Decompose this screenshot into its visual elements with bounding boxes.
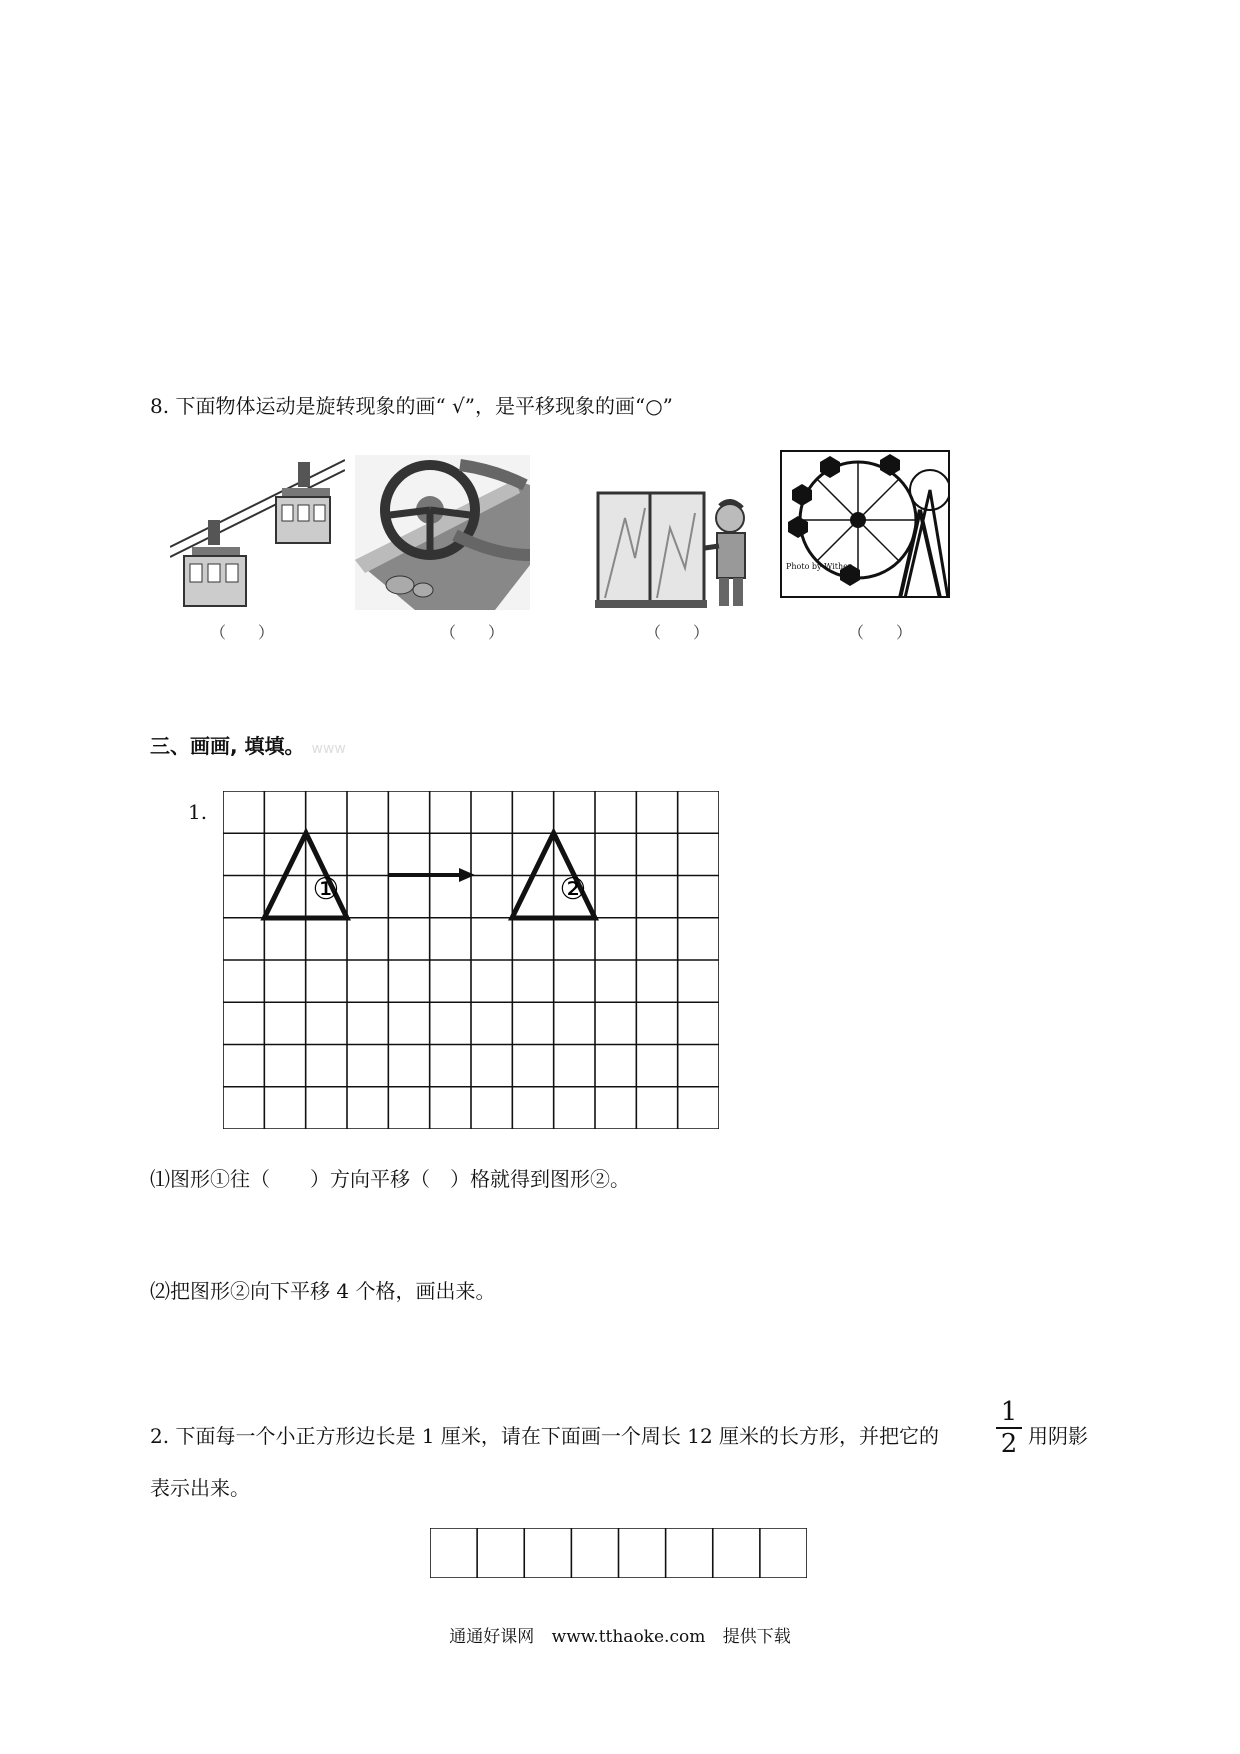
square-grid-row[interactable]: [430, 1528, 807, 1578]
footer-url[interactable]: www.tthaoke.com: [551, 1627, 706, 1647]
question-8-text: 8. 下面物体运动是旋转现象的画“ √”，是平移现象的画“○”: [150, 394, 673, 418]
watermark-text: www: [311, 741, 346, 757]
cable-car-image: [170, 452, 345, 612]
answer-paren-1[interactable]: （ ）: [210, 623, 275, 642]
question-2-text-line2: 表示出来。: [150, 1476, 250, 1500]
fraction-one-half: [996, 1398, 1022, 1458]
question-1-number: 1.: [188, 800, 208, 824]
answer-paren-3[interactable]: （ ）: [645, 623, 710, 642]
sub-question-1: ⑴图形①往（ ）方向平移（ ）格就得到图形②。: [150, 1167, 630, 1191]
answer-paren-2[interactable]: （ ）: [440, 623, 505, 642]
shape-1-label: ①: [312, 872, 340, 907]
ferris-wheel-image: [780, 450, 950, 598]
shape-2-label: ②: [559, 872, 587, 907]
question-2-text: 2. 下面每一个小正方形边长是 1 厘米，请在下面画一个周长 12 厘米的长方形，并把它的: [150, 1424, 940, 1448]
grid-lines: [430, 1528, 807, 1578]
fraction-numerator: 1: [1000, 1397, 1018, 1427]
arrow-head-icon: [459, 868, 475, 882]
fraction-denominator: 2: [1000, 1429, 1018, 1459]
ferris-wheel-caption: Photo by Wither: [786, 562, 852, 571]
section-3-title-text: 三、画画, 填填。: [150, 734, 305, 758]
grid-lines: [223, 791, 719, 1129]
sliding-window-image: [595, 488, 755, 610]
question-2-text-tail: 用阴影: [1028, 1424, 1088, 1448]
footer-suffix: 提供下载: [722, 1627, 791, 1647]
answer-paren-4[interactable]: （ ）: [848, 623, 913, 642]
translation-grid[interactable]: [223, 791, 719, 1129]
steering-wheel-image: [355, 455, 530, 610]
sub-question-2: ⑵把图形②向下平移 4 个格，画出来。: [150, 1279, 496, 1303]
footer: [0, 1622, 1240, 1647]
footer-site-name: 通通好课网: [449, 1627, 535, 1647]
section-3-title: [150, 730, 346, 759]
